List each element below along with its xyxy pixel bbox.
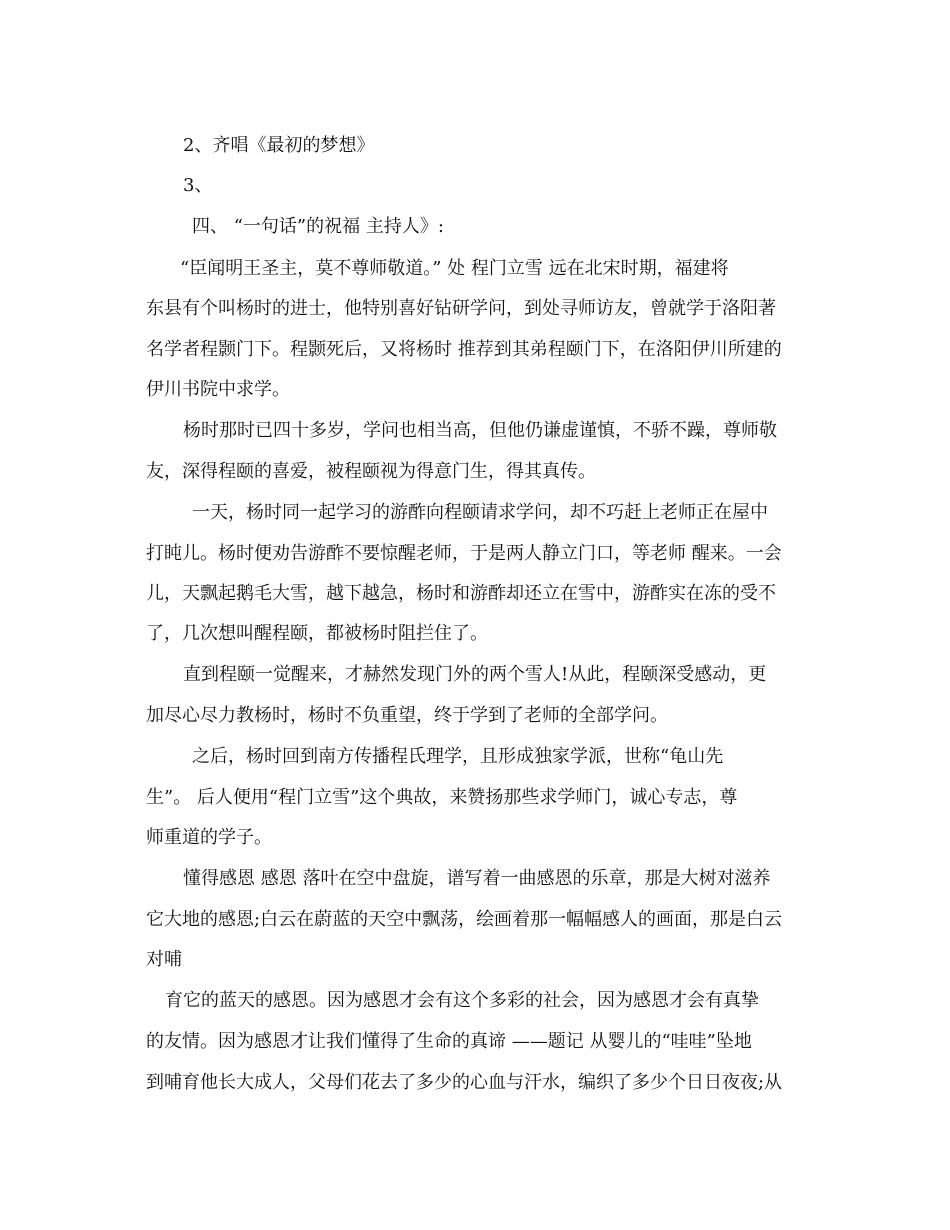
text-line: 杨时那时已四十多岁，学问也相当高，但他仍谦虚谨慎，不骄不躁，尊师敬 [183, 420, 777, 441]
text-line: 的友情。因为感恩才让我们懂得了生命的真谛 ——题记 从婴儿的“哇哇”坠地 [146, 1031, 752, 1052]
text-line: 它大地的感恩;白云在蔚蓝的天空中飘荡，绘画着那一幅幅感人的画面，那是白云 [146, 909, 783, 930]
text-line: 友，深得程颐的喜爱，被程颐视为得意门生，得其真传。 [146, 461, 596, 482]
text-line: 生”。 后人便用“程门立雪”这个典故，来赞扬那些求学师门，诚心专志，尊 [146, 787, 738, 808]
text-line: 了，几次想叫醒程颐，都被杨时阻拦住了。 [146, 623, 488, 644]
text-line: 育它的蓝天的感恩。因为感恩才会有这个多彩的社会，因为感恩才会有真挚 [165, 990, 759, 1011]
text-line: 一天，杨时同一起学习的游酢向程颐请求学问，却不巧赶上老师正在屋中 [192, 502, 768, 523]
text-line: 伊川书院中求学。 [146, 379, 290, 400]
text-line: 东县有个叫杨时的进士，他特别喜好钻研学问，到处寻师访友，曾就学于洛阳著 [146, 298, 776, 319]
text-line: 到哺育他长大成人，父母们花去了多少的心血与汗水，编织了多少个日日夜夜;从 [146, 1072, 783, 1093]
text-line: 师重道的学子。 [146, 827, 272, 848]
text-line: “臣闻明王圣主，莫不尊师敬道。” 处 程门立雪 远在北宋时期，福建将 [180, 258, 729, 279]
text-line: 加尽心尽力教杨时，杨时不负重望，终于学到了老师的全部学问。 [146, 705, 668, 726]
text-line: 四、 “一句话”的祝福 主持人》: [192, 216, 444, 237]
text-line: 儿，天飘起鹅毛大雪，越下越急，杨时和游酢却还立在雪中，游酢实在冻的受不 [146, 583, 776, 604]
text-line: 直到程颐一觉醒来，才赫然发现门外的两个雪人!从此，程颐深受感动，更 [183, 664, 767, 685]
text-line: 对哺 [146, 949, 182, 970]
text-line: 2、齐唱《最初的梦想》 [183, 135, 375, 156]
text-line: 懂得感恩 感恩 落叶在空中盘旋，谱写着一曲感恩的乐章，那是大树对滋养 [183, 868, 771, 889]
text-line: 之后，杨时回到南方传播程氏理学，且形成独家学派，世称“龟山先 [192, 746, 724, 767]
text-line: 打盹儿。杨时便劝告游酢不要惊醒老师，于是两人静立门口，等老师 醒来。一会 [146, 543, 782, 564]
text-line: 3、 [183, 175, 213, 196]
text-line: 名学者程颢门下。程颢死后，又将杨时 推荐到其弟程颐门下，在洛阳伊川所建的 [146, 339, 782, 360]
